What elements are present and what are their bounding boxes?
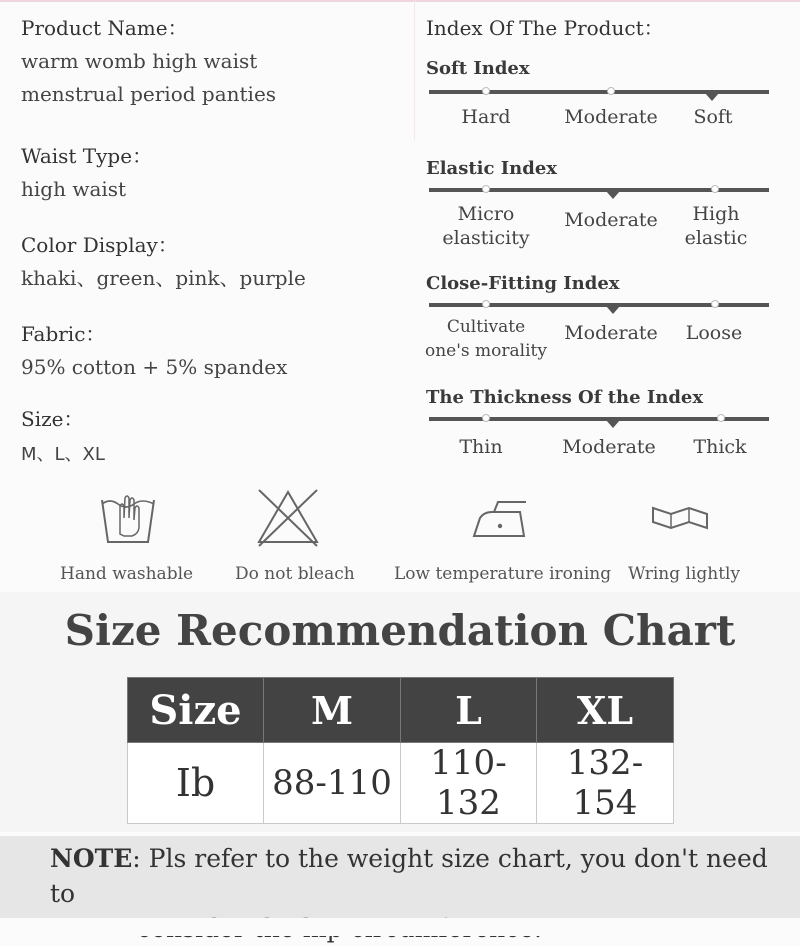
index-bar <box>429 417 769 421</box>
index-dot <box>711 300 719 308</box>
size-table-header-row <box>128 678 674 743</box>
index-label: Moderate <box>564 322 658 344</box>
index-name: Soft Index <box>426 58 530 79</box>
size-header-cell: L <box>401 678 537 743</box>
care-label: Hand washable <box>60 564 194 584</box>
index-label: Thick <box>693 436 747 458</box>
spec-product-name <box>21 12 276 111</box>
index-name: Elastic Index <box>426 158 558 179</box>
column-divider <box>414 0 415 140</box>
waist-type-value: high waist <box>21 177 127 201</box>
wring-icon <box>648 486 712 548</box>
index-label: Thin <box>459 436 503 458</box>
size-table <box>127 677 674 824</box>
spec-size <box>21 403 105 471</box>
size-row-cell: 132-154 <box>537 743 674 824</box>
index-label: Hard <box>461 106 511 128</box>
size-table-row <box>128 743 674 824</box>
color-label: Color Display： <box>21 233 178 257</box>
index-name: The Thickness Of the Index <box>426 387 704 408</box>
fabric-value: 95% cotton + 5% spandex <box>21 355 288 379</box>
index-elastic <box>426 158 772 249</box>
index-label: High <box>692 203 740 225</box>
index-label: Moderate <box>564 106 658 128</box>
index-dot <box>607 87 615 95</box>
size-header-cell: XL <box>537 678 674 743</box>
index-bar <box>429 303 769 307</box>
index-dot <box>717 414 725 422</box>
index-marker <box>705 93 719 101</box>
fabric-label: Fabric： <box>21 322 106 346</box>
care-label: Wring lightly <box>628 564 741 584</box>
index-dot <box>711 185 719 193</box>
index-bar <box>429 188 769 192</box>
bottom-band <box>0 918 800 936</box>
spec-waist-type <box>21 140 152 206</box>
index-label: Soft <box>693 106 733 128</box>
index-title: Index Of The Product： <box>426 16 664 40</box>
index-soft <box>426 58 772 128</box>
spec-color <box>21 229 306 295</box>
no-bleach-icon <box>255 486 321 548</box>
index-dot <box>482 414 490 422</box>
spec-fabric <box>21 318 287 384</box>
index-label: one's morality <box>425 341 547 361</box>
index-thickness <box>426 387 772 458</box>
index-bar <box>429 90 769 94</box>
index-close-fitting <box>425 273 772 361</box>
index-marker <box>606 306 620 314</box>
care-label: Low temperature ironing <box>394 564 612 584</box>
size-value: M、L、XL <box>21 444 105 465</box>
waist-type-label: Waist Type： <box>21 144 153 168</box>
index-marker <box>606 420 620 428</box>
size-row-cell: Ib <box>128 743 264 824</box>
index-label: Cultivate <box>446 317 526 337</box>
index-dot <box>482 300 490 308</box>
note-text-line1: : Pls refer to the weight size chart, you don't need to <box>50 844 768 908</box>
size-row-cell: 88-110 <box>264 743 401 824</box>
iron-low-icon <box>468 486 532 548</box>
size-row-cell: 110-132 <box>401 743 537 824</box>
product-name-line2: menstrual period panties <box>21 82 277 106</box>
product-name-label: Product Name： <box>21 16 188 40</box>
index-label: elasticity <box>442 227 530 249</box>
index-dot <box>482 185 490 193</box>
index-label: Loose <box>685 322 743 344</box>
index-label: Micro <box>457 203 515 225</box>
size-header-cell: M <box>264 678 401 743</box>
product-name-line1: warm womb high waist <box>21 49 258 73</box>
index-marker <box>606 191 620 199</box>
size-label: Size： <box>21 407 84 431</box>
hand-wash-icon <box>96 486 160 548</box>
index-name: Close-Fitting Index <box>426 273 620 294</box>
size-header-cell: Size <box>128 678 264 743</box>
index-label: Moderate <box>564 209 658 231</box>
top-accent-line <box>0 0 800 2</box>
index-label: Moderate <box>562 436 656 458</box>
note-label: NOTE <box>50 844 133 873</box>
size-chart-title: Size Recommendation Chart <box>64 606 736 655</box>
color-value: khaki、green、pink、purple <box>21 266 306 290</box>
index-label: elastic <box>684 227 748 249</box>
care-label: Do not bleach <box>235 564 355 584</box>
index-dot <box>482 87 490 95</box>
